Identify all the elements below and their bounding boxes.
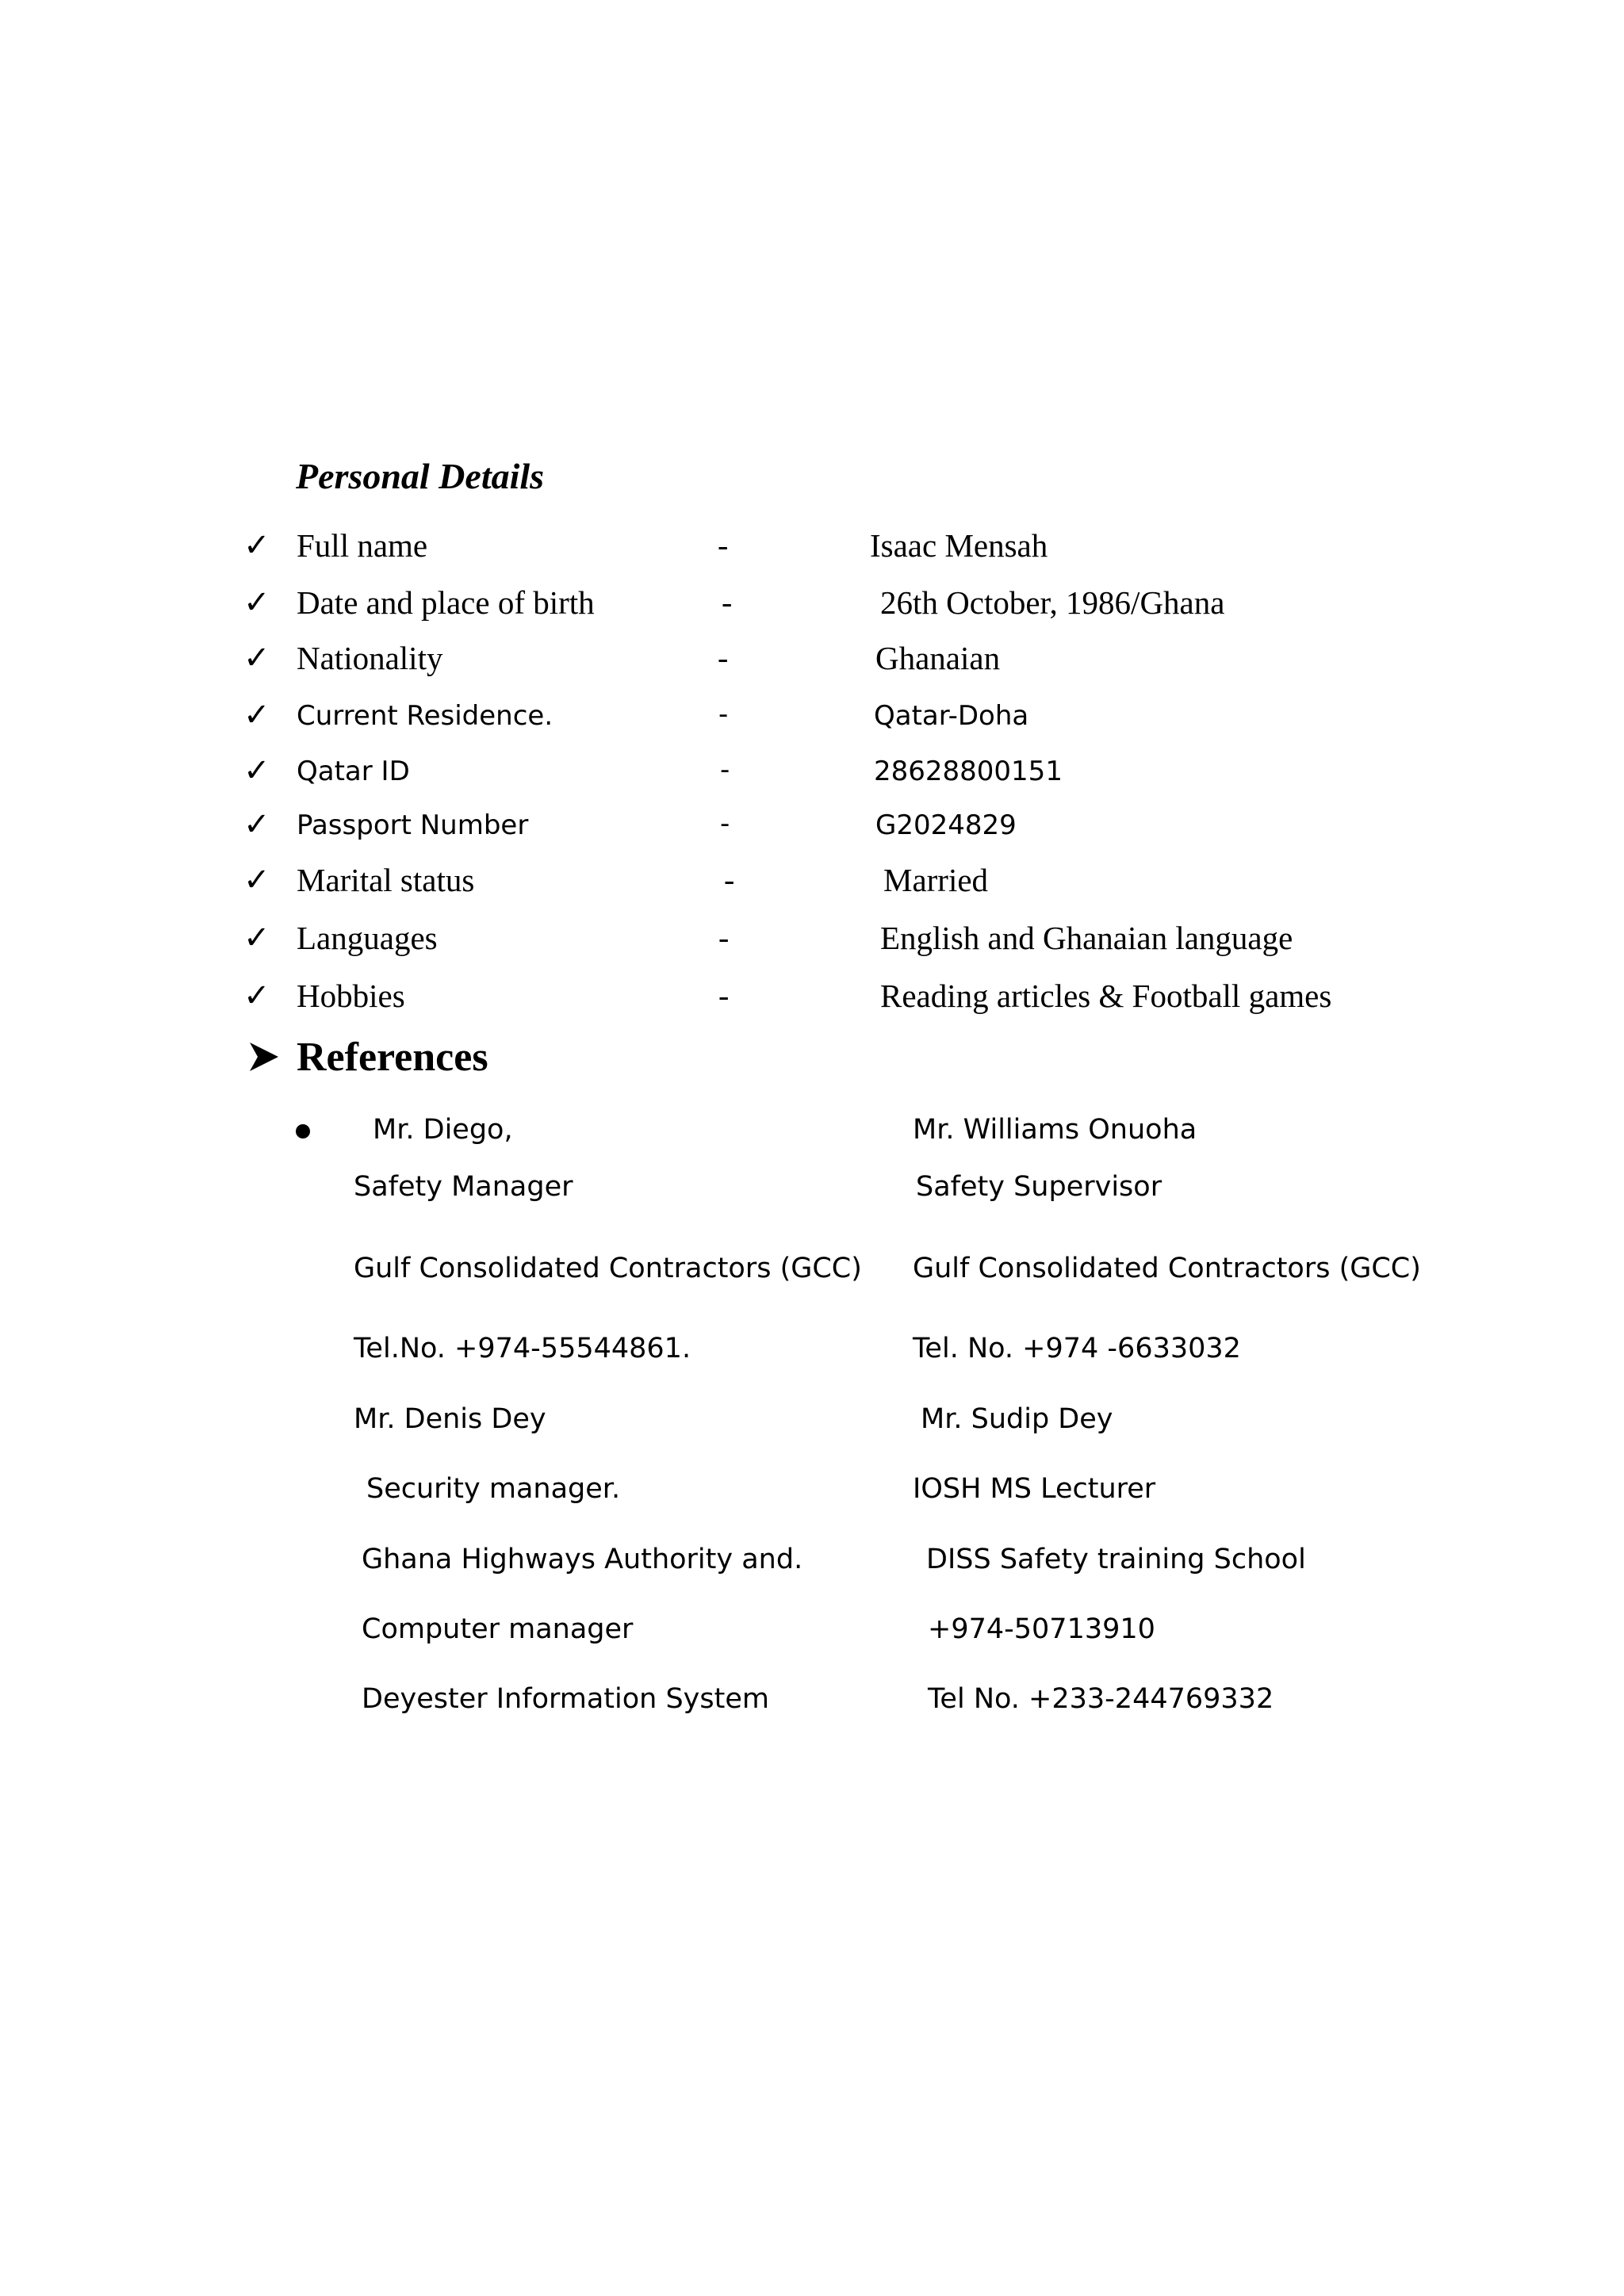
- ref-left-org-1: Gulf Consolidated Contractors (GCC): [354, 1253, 862, 1284]
- detail-label-full-name: Full name: [297, 527, 428, 564]
- detail-label-qatar-id: Qatar ID: [297, 756, 410, 787]
- ref-left-phone-1: Tel.No. +974-55544861.: [354, 1333, 691, 1364]
- detail-label-hobbies: Hobbies: [297, 978, 405, 1014]
- ref-left-org-3: Deyester Information System: [362, 1683, 769, 1715]
- ref-right-phone-1: Tel. No. +974 -6633032: [913, 1333, 1241, 1364]
- checkmark-icon: ✓: [243, 920, 270, 955]
- detail-separator: -: [724, 862, 735, 897]
- ref-right-name-2: Mr. Sudip Dey: [921, 1403, 1113, 1435]
- ref-left-title-2: Security manager.: [366, 1473, 621, 1505]
- detail-label-nationality: Nationality: [297, 640, 443, 676]
- detail-separator: -: [722, 584, 733, 620]
- detail-label-marital-status: Marital status: [297, 862, 475, 898]
- checkmark-icon: ✓: [243, 752, 270, 788]
- detail-label-residence: Current Residence.: [297, 700, 553, 732]
- ref-right-org-2: DISS Safety training School: [926, 1544, 1306, 1575]
- detail-value-nationality: Ghanaian: [875, 640, 1001, 676]
- checkmark-icon: ✓: [243, 806, 270, 842]
- detail-separator: -: [720, 754, 730, 786]
- ref-left-org-2: Ghana Highways Authority and.: [362, 1544, 803, 1575]
- detail-separator: -: [718, 527, 729, 563]
- detail-separator: -: [720, 808, 730, 840]
- detail-value-hobbies: Reading articles & Football games: [880, 978, 1332, 1014]
- ref-right-title-1: Safety Supervisor: [916, 1171, 1162, 1203]
- detail-label-passport: Passport Number: [297, 809, 529, 841]
- ref-left-name-2: Mr. Denis Dey: [354, 1403, 546, 1435]
- detail-value-languages: English and Ghanaian language: [880, 920, 1293, 956]
- ref-left-title-1: Safety Manager: [354, 1171, 573, 1203]
- checkmark-icon: ✓: [243, 584, 270, 620]
- detail-value-qatar-id: 28628800151: [874, 756, 1063, 787]
- ref-right-title-2: IOSH MS Lecturer: [913, 1473, 1156, 1505]
- detail-value-passport: G2024829: [875, 809, 1017, 841]
- checkmark-icon: ✓: [243, 527, 270, 563]
- detail-separator: -: [718, 920, 730, 955]
- ref-right-org-1: Gulf Consolidated Contractors (GCC): [913, 1253, 1421, 1284]
- checkmark-icon: ✓: [243, 640, 270, 675]
- references-heading: References: [297, 1035, 488, 1080]
- checkmark-icon: ✓: [243, 978, 270, 1013]
- detail-label-languages: Languages: [297, 920, 438, 956]
- checkmark-icon: ✓: [243, 697, 270, 733]
- ref-right-name-1: Mr. Williams Onuoha: [913, 1114, 1197, 1146]
- list-bullet-icon: [296, 1124, 310, 1138]
- arrowhead-bullet-icon: [248, 1041, 280, 1073]
- detail-value-birth: 26th October, 1986/Ghana: [880, 584, 1225, 621]
- detail-value-full-name: Isaac Mensah: [870, 527, 1048, 564]
- detail-label-birth: Date and place of birth: [297, 584, 595, 621]
- detail-separator: -: [718, 698, 729, 730]
- ref-left-name-1: Mr. Diego,: [373, 1114, 513, 1146]
- checkmark-icon: ✓: [243, 862, 270, 897]
- personal-details-heading: Personal Details: [296, 456, 545, 496]
- detail-separator: -: [718, 978, 730, 1013]
- ref-right-phone-2: +974-50713910: [928, 1613, 1155, 1645]
- ref-left-title-3: Computer manager: [362, 1613, 634, 1645]
- ref-right-phone-3: Tel No. +233-244769332: [928, 1683, 1274, 1715]
- detail-value-marital-status: Married: [883, 862, 989, 898]
- detail-value-residence: Qatar-Doha: [874, 700, 1029, 732]
- detail-separator: -: [718, 640, 729, 675]
